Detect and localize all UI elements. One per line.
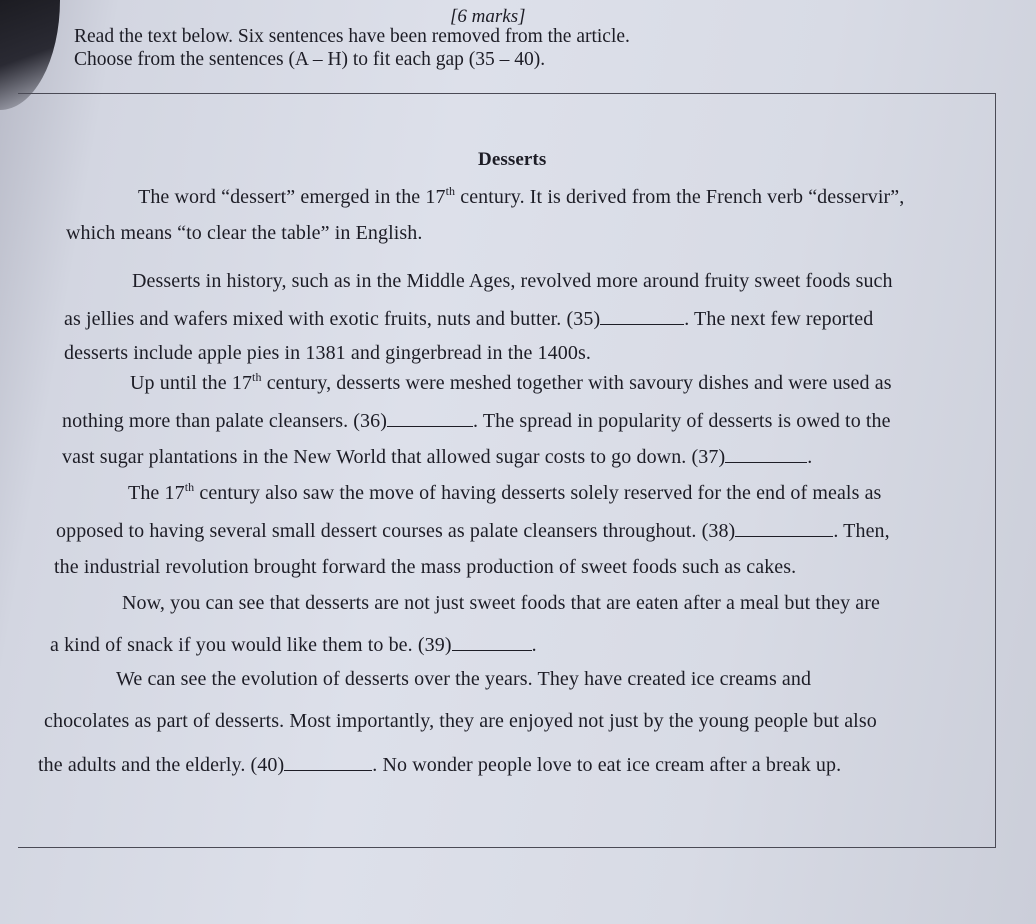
p6-line-2: chocolates as part of desserts. Most importantly, they are enjoyed not just by the young people but also <box>44 710 877 732</box>
gap-39[interactable] <box>452 632 532 651</box>
p5-line-2: a kind of snack if you would like them to be. (39) . <box>50 634 537 656</box>
p4-line-2: opposed to having several small dessert courses as palate cleansers throughout. (38) . Then, <box>56 520 890 542</box>
instruction-line-2: Choose from the sentences (A – H) to fit each gap (35 – 40). <box>74 49 546 70</box>
marks-label: [6 marks] <box>450 6 526 27</box>
p1-line-2: which means “to clear the table” in English. <box>66 222 423 244</box>
p4-line-3: the industrial revolution brought forward the mass production of sweet foods such as cakes. <box>54 556 797 578</box>
article-title: Desserts <box>478 149 547 170</box>
p6-line-3: the adults and the elderly. (40) . No wonder people love to eat ice cream after a break up. <box>38 754 842 776</box>
p2-line-3: desserts include apple pies in 1381 and gingerbread in the 1400s. <box>64 342 591 364</box>
instructions <box>74 25 714 71</box>
p2-line-2: as jellies and wafers mixed with exotic fruits, nuts and butter. (35) . The next few reported <box>64 308 874 330</box>
gap-35[interactable] <box>600 306 684 325</box>
gap-40[interactable] <box>284 752 372 771</box>
p6-line-1: We can see the evolution of desserts over the years. They have created ice creams and <box>116 668 812 690</box>
gap-36[interactable] <box>387 408 473 427</box>
p3-line-1: Up until the 17th century, desserts were meshed together with savoury dishes and were used as <box>130 370 892 394</box>
gap-38[interactable] <box>735 518 833 537</box>
p3-line-3: vast sugar plantations in the New World that allowed sugar costs to go down. (37) . <box>62 446 813 468</box>
p3-line-2: nothing more than palate cleansers. (36) . The spread in popularity of desserts is owed to the <box>62 410 891 432</box>
p2-line-1: Desserts in history, such as in the Middle Ages, revolved more around fruity sweet foods such <box>132 270 893 292</box>
instruction-line-1: Read the text below. Six sentences have been removed from the article. <box>74 26 630 47</box>
p1-line-1: The word “dessert” emerged in the 17th century. It is derived from the French verb “desservir”, <box>138 184 905 208</box>
p4-line-1: The 17th century also saw the move of having desserts solely reserved for the end of meals as <box>128 480 882 504</box>
gap-37[interactable] <box>725 444 807 463</box>
p5-line-1: Now, you can see that desserts are not just sweet foods that are eaten after a meal but they are <box>122 592 881 614</box>
